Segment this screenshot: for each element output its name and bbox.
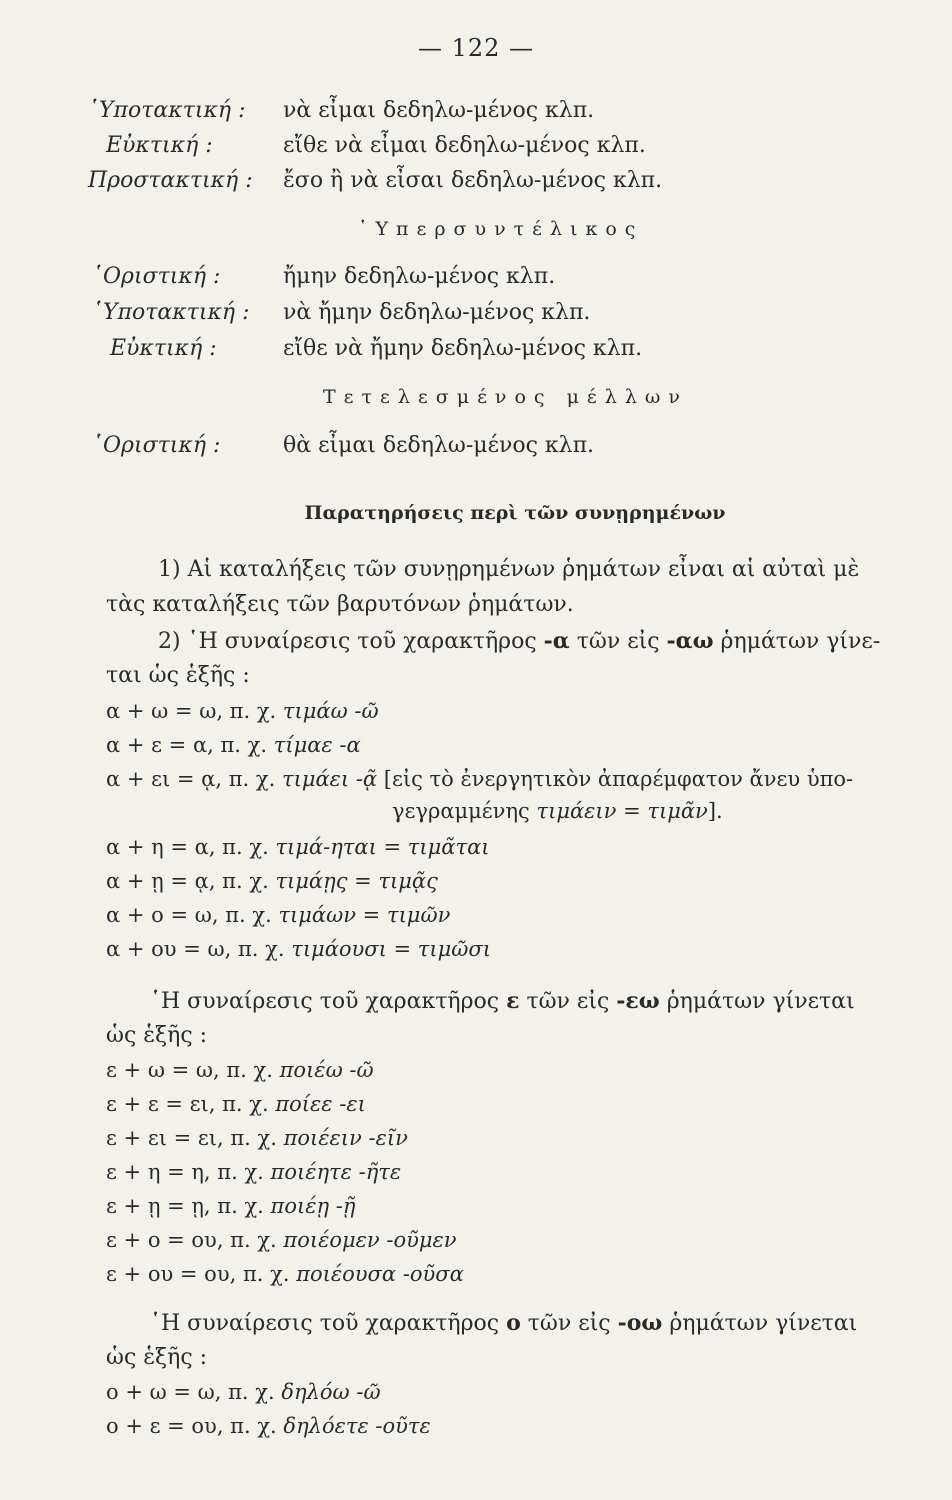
mood-label: ῾Οριστική :	[92, 264, 221, 289]
contraction-rule: ε + ω = ω, π. χ. ποιέω -ῶ	[106, 1058, 374, 1082]
contraction-rule: α + ο = ω, π. χ. τιμάων = τιμῶν	[106, 903, 451, 927]
contraction-rule: ε + ου = ου, π. χ. ποιέουσα -οῦσα	[106, 1262, 464, 1286]
mood-value: θὰ εἶμαι δεδηλω-μένος κλπ.	[283, 433, 595, 458]
mood-label: Εὐκτική :	[106, 133, 213, 158]
contraction-rule: ε + ε = ει, π. χ. ποίεε -ει	[106, 1092, 366, 1116]
paragraph-line: 2) ῾Η συναίρεσις τοῦ χαρακτῆρος -α τῶν εἰς -αω ῥημάτων γίνε-	[158, 628, 881, 654]
contraction-rule: ε + η = η, π. χ. ποιέητε -ῆτε	[106, 1160, 402, 1184]
paragraph-line: ται ὡς ἑξῆς :	[106, 663, 250, 688]
contraction-rule: ο + ω = ω, π. χ. δηλόω -ῶ	[106, 1380, 381, 1404]
mood-value: νὰ ἤμην δεδηλω-μένος κλπ.	[283, 300, 591, 325]
contraction-rule: ε + ῃ = ῃ, π. χ. ποιέῃ -ῇ	[106, 1194, 356, 1218]
tense-heading: ῾Υπερσυντέλικος	[358, 218, 644, 240]
contraction-rule: α + ε = α, π. χ. τίμαε -α	[106, 733, 361, 757]
paragraph-line: ῾Η συναίρεσις τοῦ χαρακτῆρος ο τῶν εἰς -οω ῥημάτων γίνεται	[150, 1310, 858, 1336]
mood-label: Προστακτική :	[88, 168, 253, 193]
paragraph-line: 1) Αἱ καταλήξεις τῶν συνῃρημένων ῥημάτων εἶναι αἱ αὐταὶ μὲ	[158, 557, 860, 582]
mood-label: Εὐκτική :	[110, 336, 217, 361]
paragraph-line: ὡς ἑξῆς :	[106, 1345, 208, 1370]
contraction-rule: α + ω = ω, π. χ. τιμάω -ῶ	[106, 699, 379, 723]
paragraph-line: ὡς ἑξῆς :	[106, 1023, 208, 1048]
section-title: Παρατηρήσεις περὶ τῶν συνῃρημένων	[304, 502, 726, 524]
mood-value: εἴθε νὰ ἤμην δεδηλω-μένος κλπ.	[283, 336, 643, 361]
tense-heading: Τετελεσμένος μέλλων	[323, 386, 688, 408]
mood-value: εἴθε νὰ εἶμαι δεδηλω-μένος κλπ.	[283, 133, 646, 158]
mood-label: ῾Υποτακτική :	[92, 300, 250, 325]
page-number: — 122 —	[417, 34, 535, 62]
contraction-rule: ε + ο = ου, π. χ. ποιέομεν -οῦμεν	[106, 1228, 457, 1252]
contraction-rule: ο + ε = ου, π. χ. δηλόετε -οῦτε	[106, 1414, 431, 1438]
paragraph-line: τὰς καταλήξεις τῶν βαρυτόνων ῥημάτων.	[106, 592, 574, 617]
mood-value: ἔσο ἢ νὰ εἶσαι δεδηλω-μένος κλπ.	[283, 168, 663, 193]
mood-value: ἤμην δεδηλω-μένος κλπ.	[283, 264, 556, 289]
contraction-rule: α + ει = ᾳ, π. χ. τιμάει -ᾷ [εἰς τὸ ἐνεργητικὸν ἀπαρέμφατον ἄνευ ὑπο-	[106, 767, 854, 791]
contraction-rule: α + η = α, π. χ. τιμά-ηται = τιμᾶται	[106, 835, 490, 859]
contraction-rule: α + ῃ = ᾳ, π. χ. τιμάῃς = τιμᾷς	[106, 869, 438, 893]
mood-label: ῾Οριστική :	[92, 433, 221, 458]
paragraph-line: ῾Η συναίρεσις τοῦ χαρακτῆρος ε τῶν εἰς -εω ῥημάτων γίνεται	[150, 988, 855, 1014]
mood-label: ῾Υποτακτική :	[88, 98, 246, 123]
contraction-rule: α + ου = ω, π. χ. τιμάουσι = τιμῶσι	[106, 937, 492, 961]
contraction-rule-continuation: γεγραμμένης τιμάειν = τιμᾶν].	[392, 799, 723, 823]
mood-value: νὰ εἶμαι δεδηλω-μένος κλπ.	[283, 98, 595, 123]
contraction-rule: ε + ει = ει, π. χ. ποιέειν -εῖν	[106, 1126, 408, 1150]
